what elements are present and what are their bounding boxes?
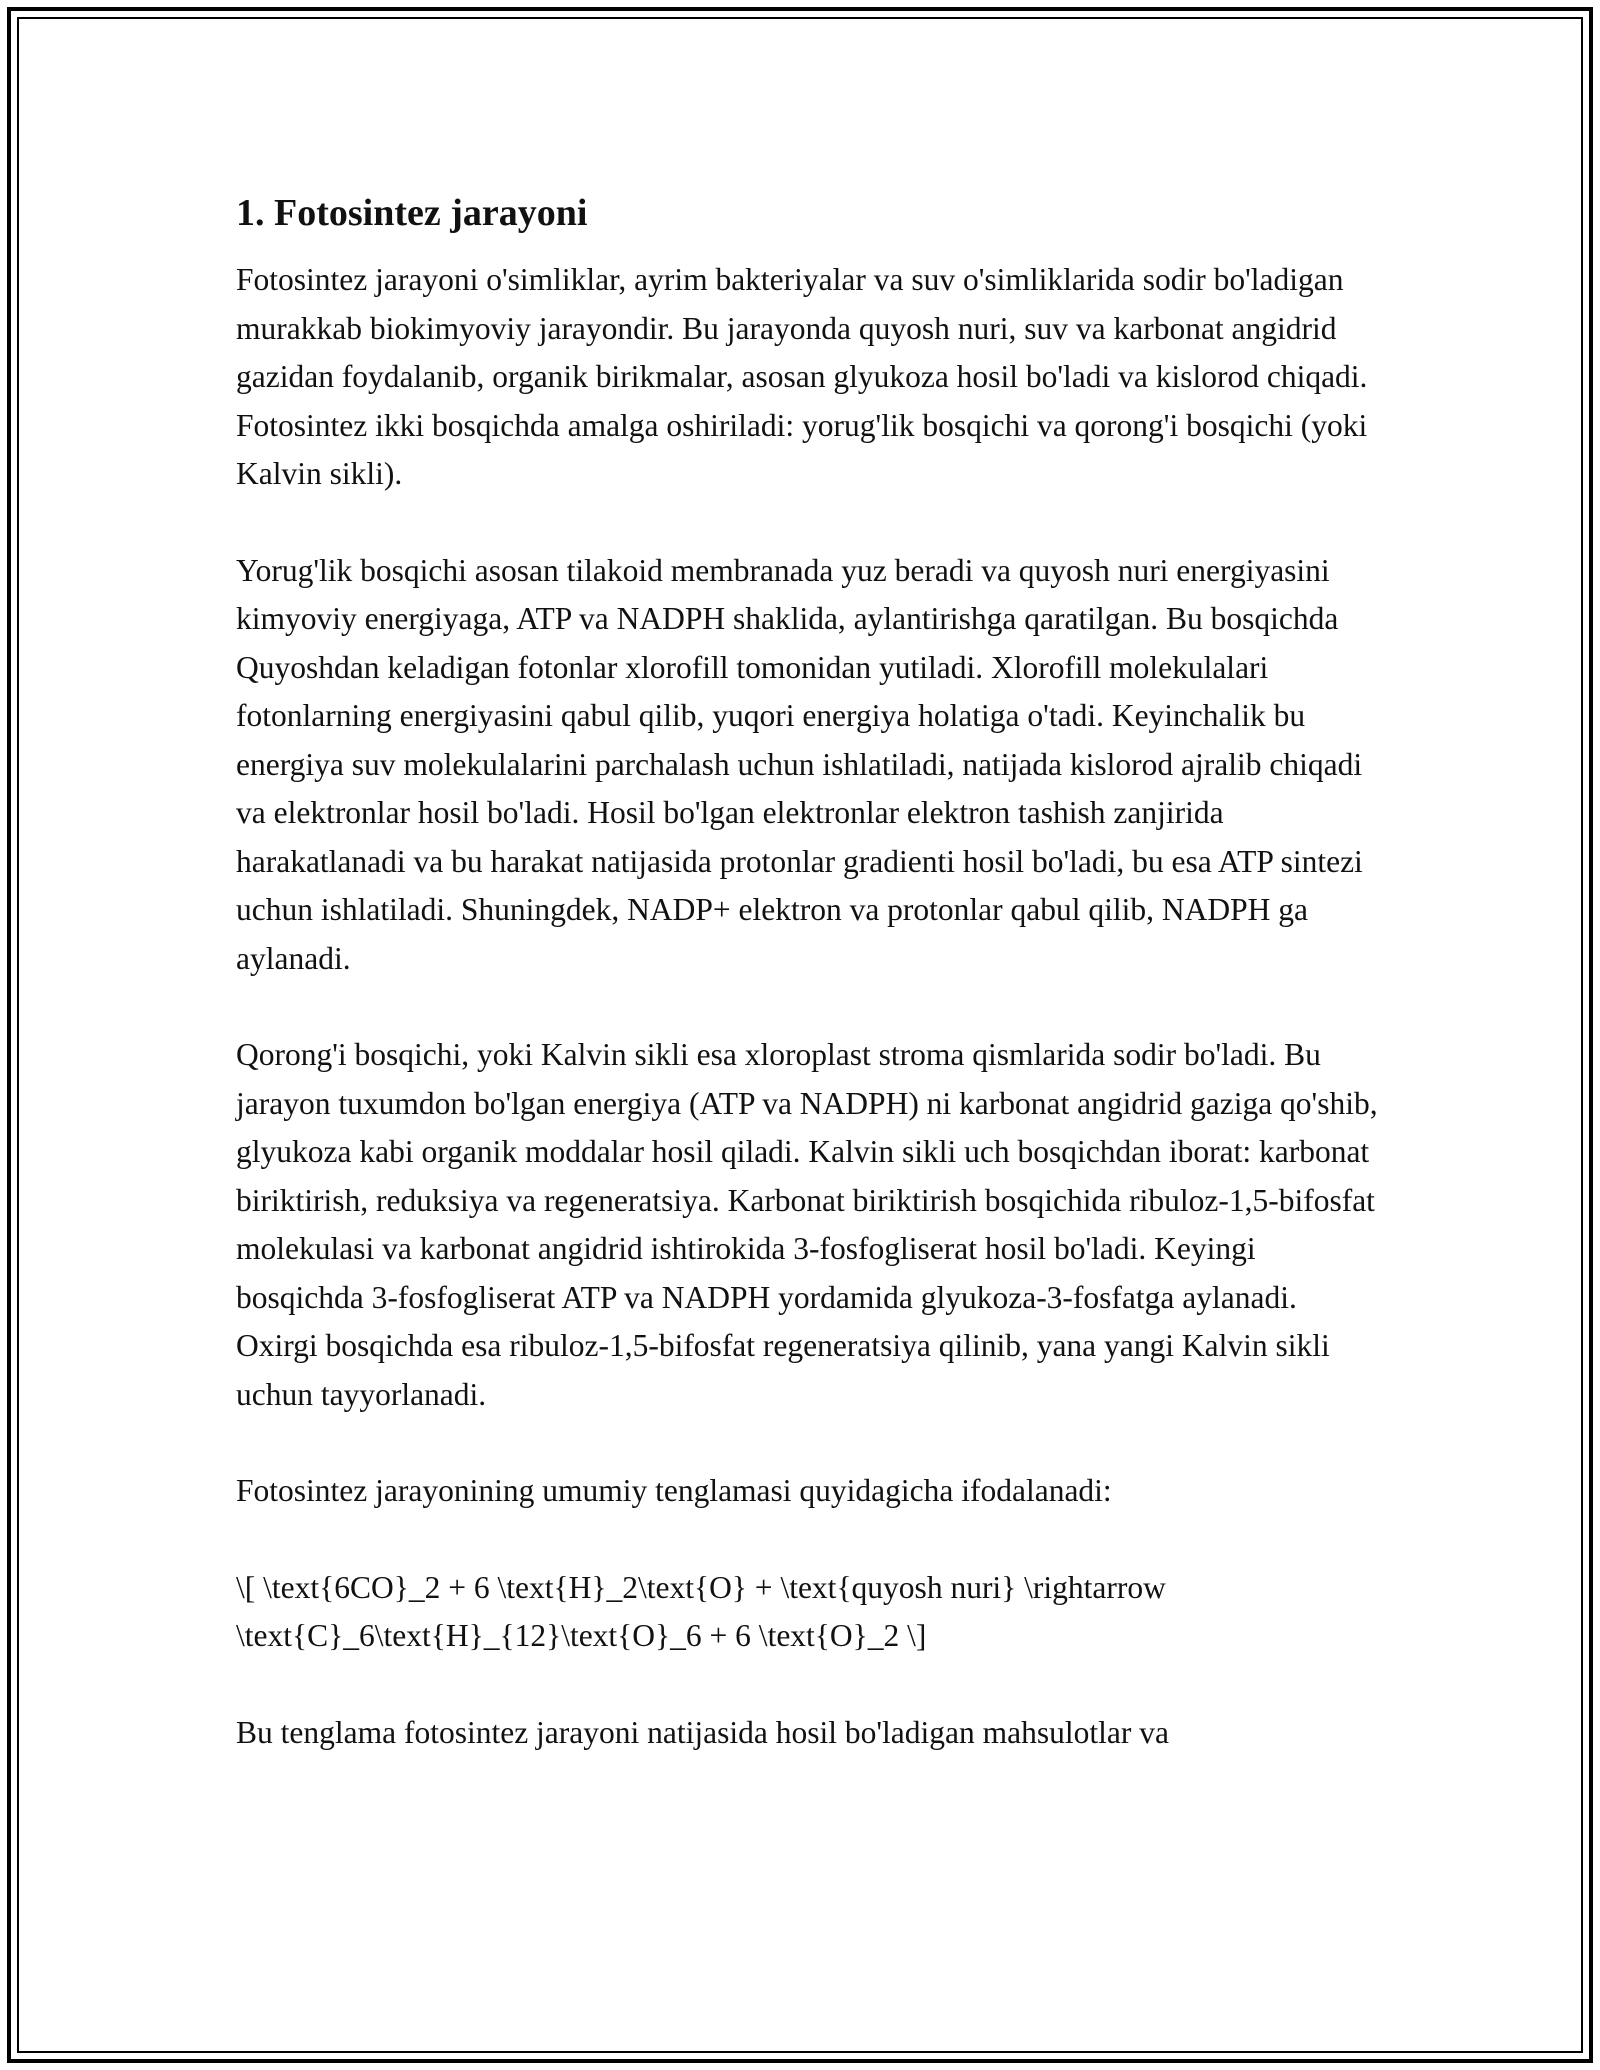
paragraph-equation-intro: Fotosintez jarayonining umumiy tenglamasi quyidagicha ifodalanadi:	[236, 1473, 1112, 1508]
paragraph-light-stage: Yorug'lik bosqichi asosan tilakoid membranada yuz beradi va quyosh nuri energiyasini kimyoviy energiyaga, ATP va NADPH shaklida, aylantirishga qaratilgan. Bu bosqichda Quyoshdan keladigan fotonlar xlorofill tomonidan yutiladi. Xlorofill molekulalari fotonlarning energiyasini qabul qilib, yuqori energiya holatiga o'tadi. Keyinchalik bu energiya suv molekulalarini parchalash uchun ishlatiladi, natijada kislorod ajralib chiqadi va elektronlar hosil bo'ladi. Hosil bo'lgan elektronlar elektron tashish zanjirida harakatlanadi va bu harakat natijasida protonlar gradienti hosil bo'ladi, bu esa ATP sintezi uchun ishlatiladi. Shuningdek, NADP+ elektron va protonlar qabul qilib, NADPH ga aylanadi.	[236, 552, 1363, 976]
paragraph-equation: \[ \text{6CO}_2 + 6 \text{H}_2\text{O} + \text{quyosh nuri} \rightarrow \text{C}_6\text{H}_{12}\text{O}_6 + 6 \text{O}_2 \]	[236, 1569, 1166, 1653]
section-heading: 1. Fotosintez jarayoni	[236, 192, 588, 234]
paragraph-conclusion: Bu tenglama fotosintez jarayoni natijasida hosil bo'ladigan mahsulotlar va	[236, 1714, 1169, 1750]
paragraph-calvin-cycle: Qorong'i bosqichi, yoki Kalvin sikli esa xloroplast stroma qismlarida sodir bo'ladi. Bu jarayon tuxumdon bo'lgan energiya (ATP va NADPH) ni karbonat angidrid gaziga qo'shib, glyukoza kabi organik moddalar hosil qiladi. Kalvin sikli uch bosqichdan iborat: karbonat biriktirish, reduksiya va regeneratsiya. Karbonat biriktirish bosqichida ribuloz-1,5-bifosfat molekulasi va karbonat angidrid ishtirokida 3-fosfogliserat hosil bo'ladi. Keyingi bosqichda 3-fosfogliserat ATP va NADPH yordamida glyukoza-3-fosfatga aylanadi. Oxirgi bosqichda esa ribuloz-1,5-bifosfat regeneratsiya qilinib, yana yangi Kalvin sikli uchun tayyorlanadi.	[236, 1037, 1378, 1412]
paragraph-intro: Fotosintez jarayoni o'simliklar, ayrim bakteriyalar va suv o'simliklarida sodir bo'ladigan murakkab biokimyoviy jarayondir. Bu jarayonda quyosh nuri, suv va karbonat angidrid gazidan foydalanib, organik birikmalar, asosan glyukoza hosil bo'ladi va kislorod chiqadi. Fotosintez ikki bosqichda amalga oshiriladi: yorug'lik bosqichi va qorong'i bosqichi (yoki Kalvin sikli).	[236, 262, 1368, 491]
document-body	[236, 184, 1386, 1757]
